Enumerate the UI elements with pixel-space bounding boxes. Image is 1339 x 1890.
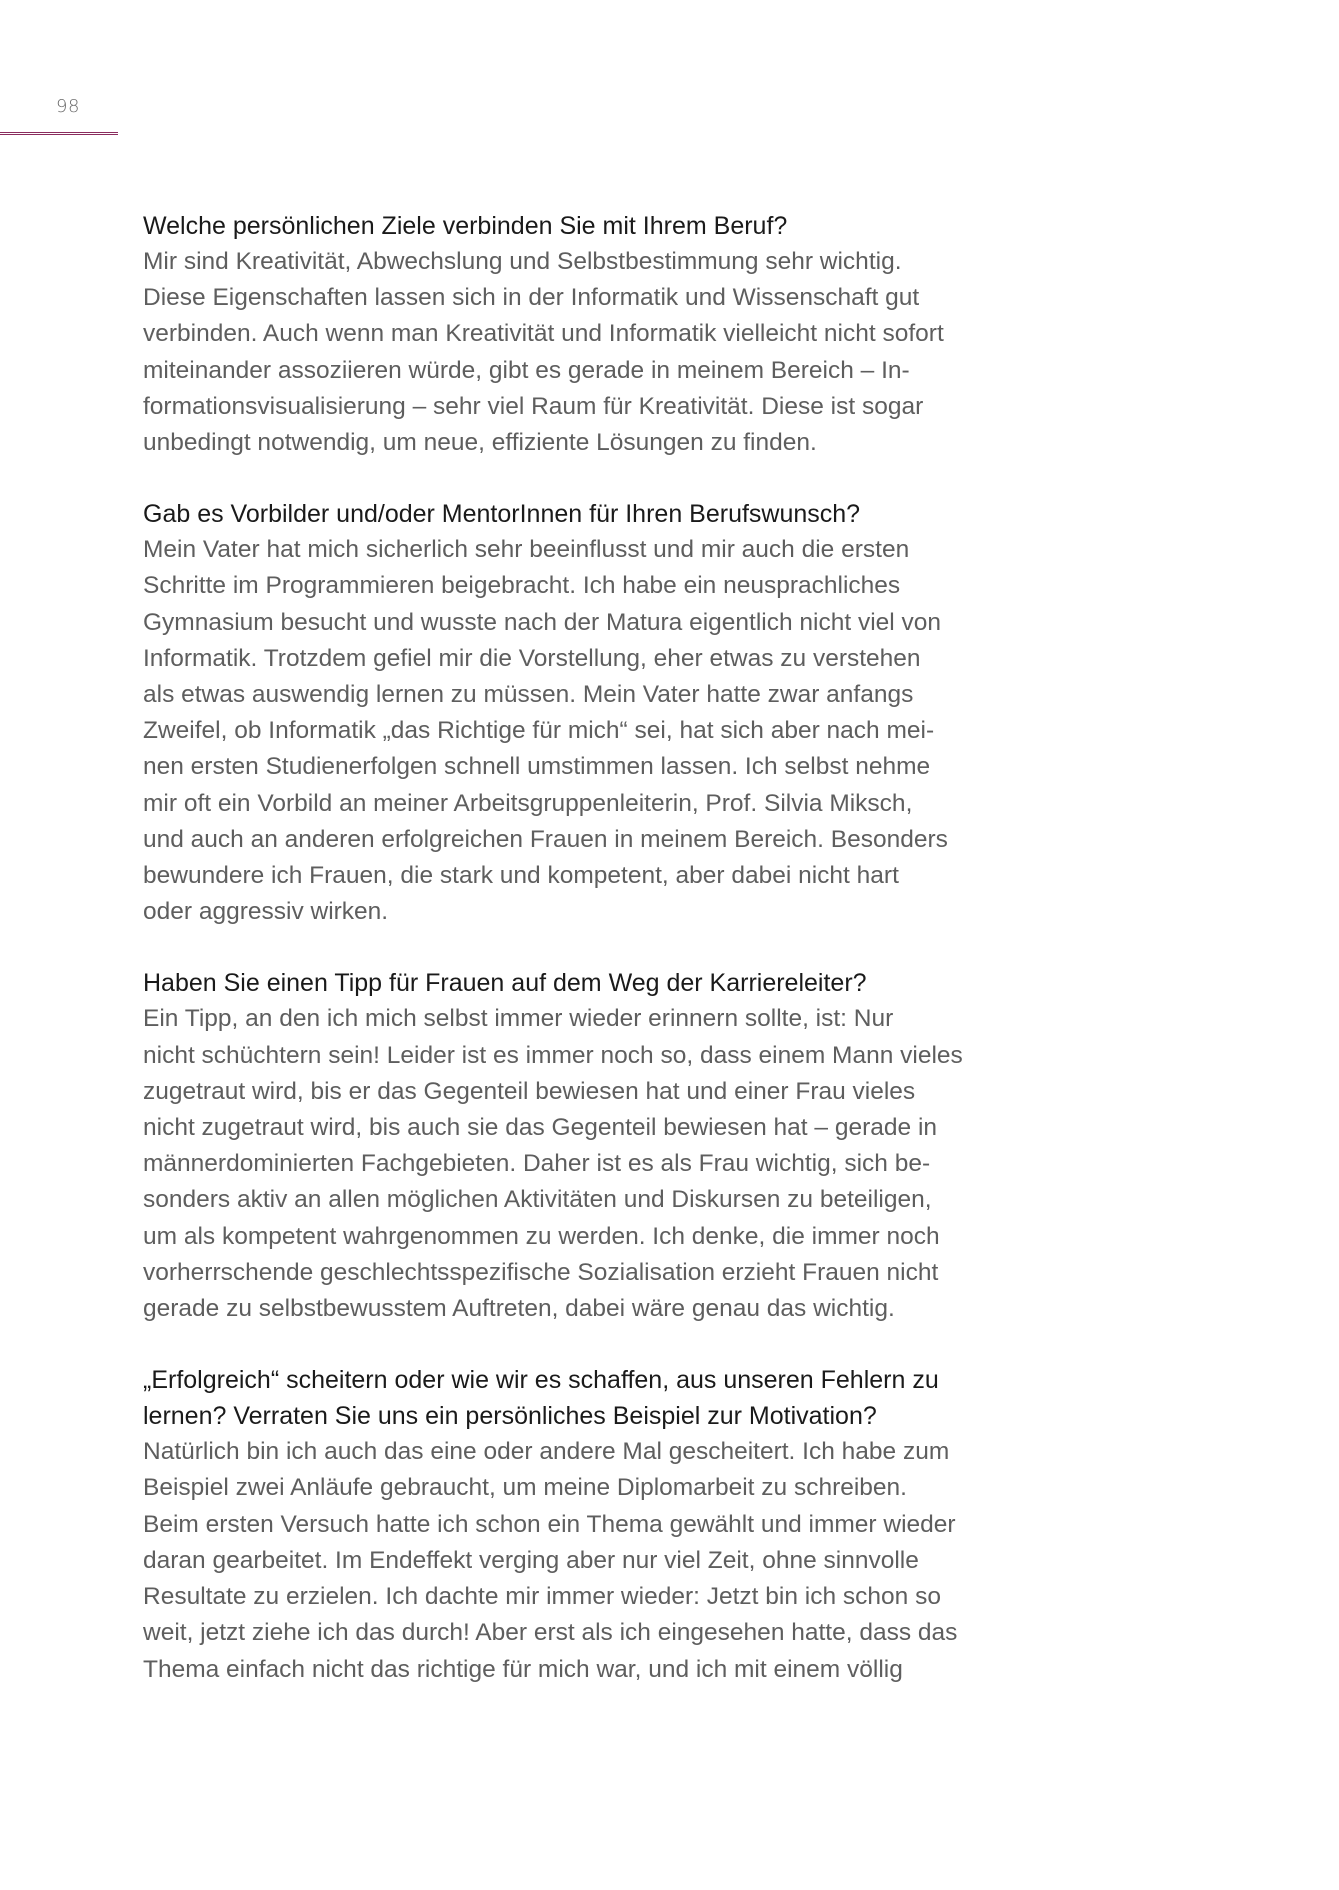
answer-line: gerade zu selbstbewusstem Auftreten, dabei wäre genau das wichtig. (143, 1295, 895, 1323)
question-line: Welche persönlichen Ziele verbinden Sie mit Ihrem Beruf? (143, 212, 788, 240)
answer-line: Zweifel, ob Informatik „das Richtige für mich“ sei, hat sich aber nach mei- (143, 717, 935, 745)
answer-line: sonders aktiv an allen möglichen Aktivitäten und Diskursen zu beteiligen, (143, 1186, 932, 1214)
answer-line: bewundere ich Frauen, die stark und kompetent, aber dabei nicht hart (143, 862, 899, 890)
answer (143, 244, 1043, 461)
answer-line: unbedingt notwendig, um neue, effiziente Lösungen zu finden. (143, 429, 817, 457)
qa-section-role-models (143, 496, 1043, 930)
question (143, 208, 1043, 244)
answer-line: nicht zugetraut wird, bis auch sie das Gegenteil bewiesen hat – gerade in (143, 1114, 938, 1142)
answer-line: Mir sind Kreativität, Abwechslung und Selbstbestimmung sehr wichtig. (143, 248, 902, 275)
answer-line: zugetraut wird, bis er das Gegenteil bewiesen hat und einer Frau vieles (143, 1077, 916, 1105)
answer-line: formationsvisualisierung – sehr viel Raum für Kreativität. Diese ist sogar (143, 392, 924, 420)
question (143, 496, 1043, 532)
interview-text (143, 208, 1043, 1723)
answer-line: um als kompetent wahrgenommen zu werden. Ich denke, die immer noch (143, 1222, 940, 1250)
question-line: Gab es Vorbilder und/oder MentorInnen für Ihren Berufswunsch? (143, 500, 861, 529)
qa-section-failure (143, 1362, 1043, 1687)
answer (143, 1001, 1043, 1327)
page-number: 98 (56, 96, 80, 117)
answer-line: daran gearbeitet. Im Endeffekt verging aber nur viel Zeit, ohne sinnvolle (143, 1546, 919, 1574)
answer-line: vorherrschende geschlechtsspezifische Sozialisation erzieht Frauen nicht (143, 1258, 939, 1286)
answer-line: weit, jetzt ziehe ich das durch! Aber erst als ich eingesehen hatte, dass das (143, 1619, 958, 1647)
question-line: „Erfolgreich“ scheitern oder wie wir es schaffen, aus unseren Fehlern zu (143, 1366, 939, 1395)
answer-line: miteinander assoziieren würde, gibt es gerade in meinem Bereich – In- (143, 356, 910, 384)
answer (143, 1434, 1043, 1687)
question-line: lernen? Verraten Sie uns ein persönliches Beispiel zur Motivation? (143, 1402, 877, 1431)
qa-section-career-tip (143, 965, 1043, 1327)
question (143, 1362, 1043, 1434)
header-rule (0, 132, 118, 135)
answer-line: Diese Eigenschaften lassen sich in der Informatik und Wissenschaft gut (143, 284, 920, 312)
answer-line: Gymnasium besucht und wusste nach der Matura eigentlich nicht viel von (143, 608, 942, 636)
question-line: Haben Sie einen Tipp für Frauen auf dem Weg der Karriereleiter? (143, 969, 867, 998)
answer-line: Thema einfach nicht das richtige für mich war, und ich mit einem völlig (143, 1655, 903, 1683)
answer-line: Informatik. Trotzdem gefiel mir die Vorstellung, eher etwas zu verstehen (143, 644, 921, 672)
answer-line: und auch an anderen erfolgreichen Frauen in meinem Bereich. Besonders (143, 825, 948, 853)
question (143, 965, 1043, 1001)
answer (143, 532, 1043, 930)
answer-line: Beim ersten Versuch hatte ich schon ein Thema gewählt und immer wieder (143, 1510, 956, 1538)
answer-line: Ein Tipp, an den ich mich selbst immer wieder erinnern sollte, ist: Nur (143, 1005, 894, 1033)
answer-line: verbinden. Auch wenn man Kreativität und Informatik vielleicht nicht sofort (143, 320, 944, 348)
answer-line: als etwas auswendig lernen zu müssen. Mein Vater hatte zwar anfangs (143, 681, 914, 709)
answer-line: Mein Vater hat mich sicherlich sehr beeinflusst und mir auch die ersten (143, 536, 910, 564)
answer-line: nen ersten Studienerfolgen schnell umstimmen lassen. Ich selbst nehme (143, 753, 931, 781)
answer-line: mir oft ein Vorbild an meiner Arbeitsgruppenleiterin, Prof. Silvia Miksch, (143, 789, 913, 817)
answer-line: Resultate zu erzielen. Ich dachte mir immer wieder: Jetzt bin ich schon so (143, 1583, 941, 1611)
answer-line: Schritte im Programmieren beigebracht. Ich habe ein neusprachliches (143, 572, 901, 600)
answer-line: nicht schüchtern sein! Leider ist es immer noch so, dass einem Mann vieles (143, 1041, 963, 1069)
answer-line: Beispiel zwei Anläufe gebraucht, um meine Diplomarbeit zu schreiben. (143, 1474, 907, 1502)
answer-line: oder aggressiv wirken. (143, 898, 389, 926)
qa-section-personal-goals (143, 208, 1043, 461)
answer-line: männerdominierten Fachgebieten. Daher ist es als Frau wichtig, sich be- (143, 1150, 931, 1178)
answer-line: Natürlich bin ich auch das eine oder andere Mal gescheitert. Ich habe zum (143, 1438, 950, 1466)
